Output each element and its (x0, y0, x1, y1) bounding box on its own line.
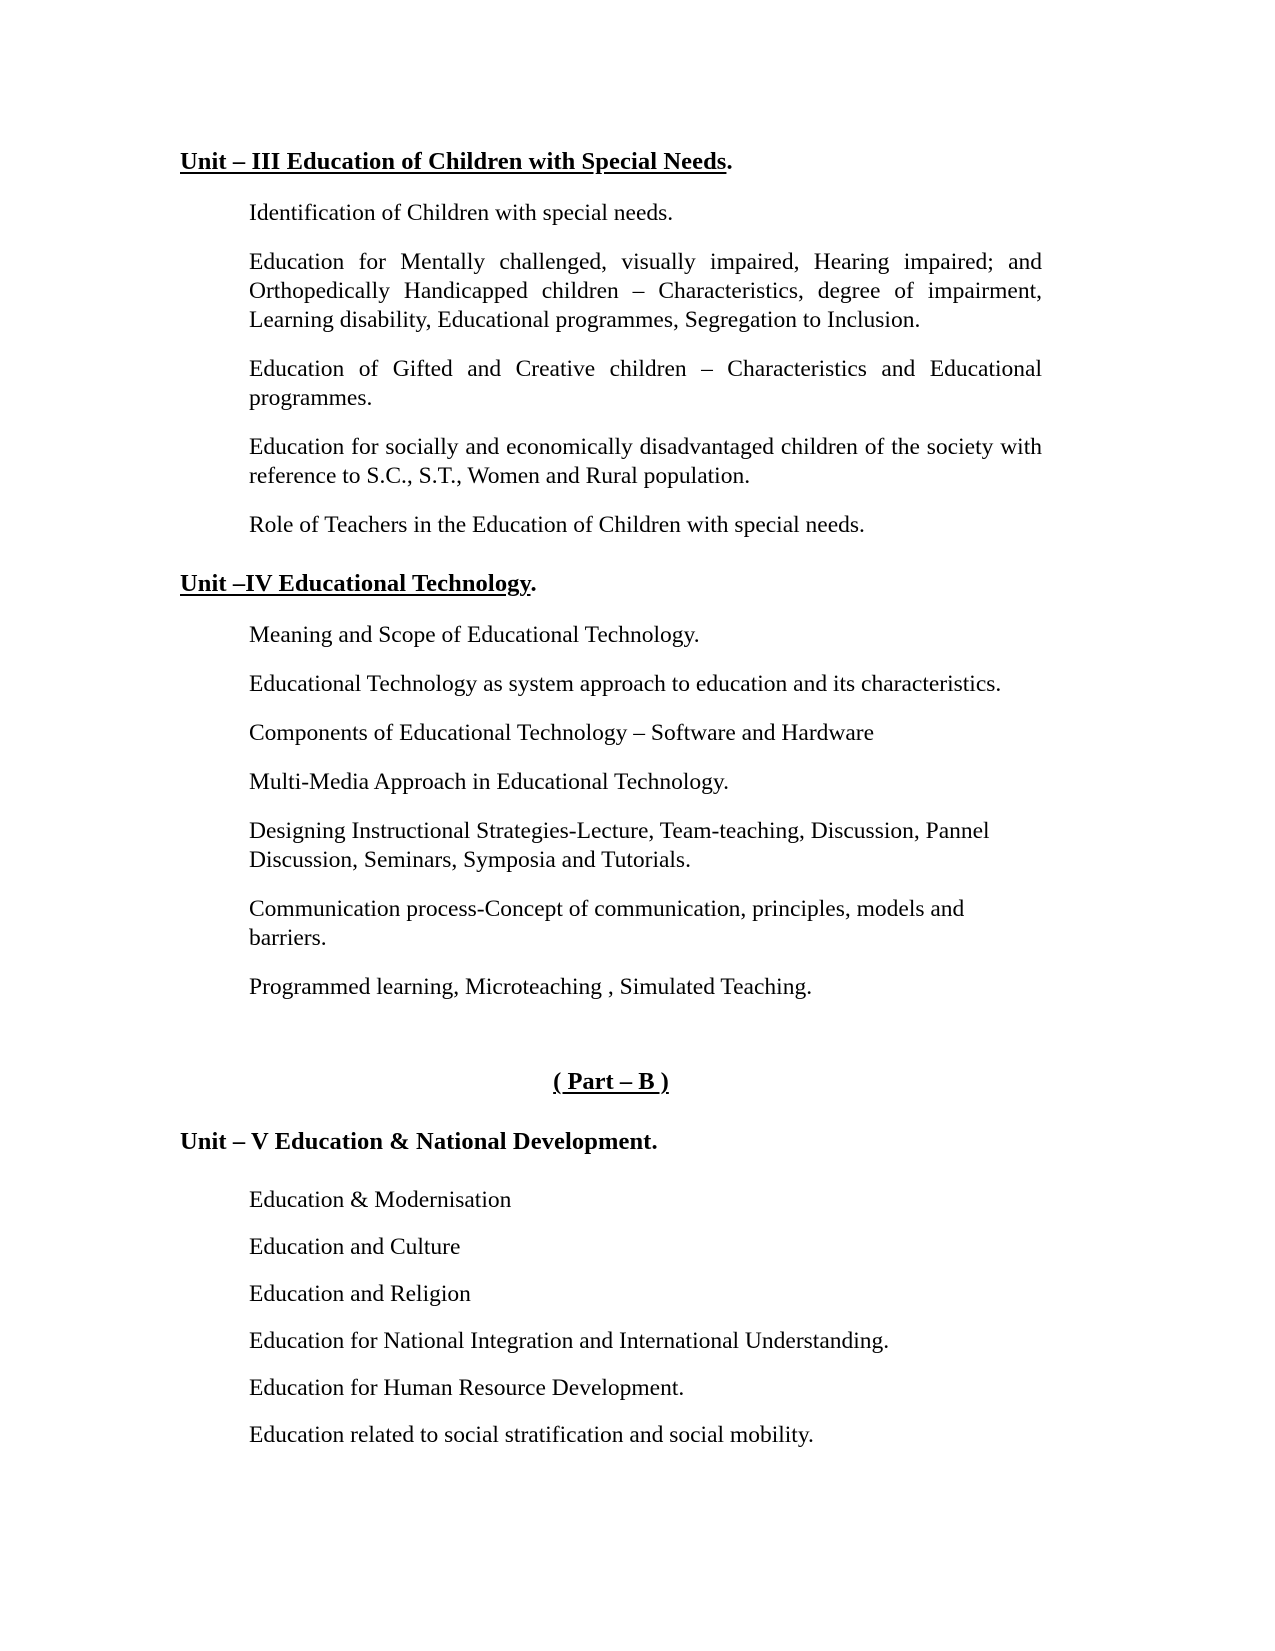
unit-heading-iv-period: . (530, 570, 537, 598)
spacer (180, 177, 1042, 199)
part-b-label: ( Part – B ) (553, 1068, 669, 1096)
unit-v-list-item: Education & Modernisation (249, 1187, 512, 1213)
unit-v-list-item: Education for Human Resource Development. (249, 1375, 685, 1402)
unit-iv-paragraph-4: Multi-Media Approach in Educational Technology. (249, 769, 729, 795)
unit-heading-iii-underlined-text: Unit – III Education of Children with Special Needs (180, 148, 727, 175)
unit-heading-v (180, 1128, 1042, 1157)
unit-heading-iv-underlined-text: Unit –IV Educational Technology (180, 570, 531, 598)
unit-heading-v-text: Unit – V Education & National Development. (180, 1128, 658, 1156)
unit-iii-paragraph-1: Identification of Children with special needs. (249, 199, 674, 226)
unit-v-item-list (249, 1186, 1042, 1450)
unit-iv-body (249, 621, 1042, 1002)
unit-iii-paragraph-5: Role of Teachers in the Education of Children with special needs. (249, 512, 865, 539)
document-content (180, 148, 1042, 1450)
unit-iv-paragraph-2: Educational Technology as system approach to education and its characteristics. (249, 670, 1002, 697)
unit-iv-paragraph-6: Communication process-Concept of communication, principles, models and barriers. (249, 896, 965, 952)
spacer (180, 540, 1042, 570)
unit-heading-iii (180, 148, 1042, 177)
unit-heading-iii-period: . (726, 148, 733, 175)
unit-v-section (180, 1128, 1042, 1450)
unit-iv-paragraph-7: Programmed learning, Microteaching , Simulated Teaching. (249, 974, 813, 1001)
unit-iii-body (249, 199, 1042, 540)
unit-iii-paragraph-3: Education of Gifted and Creative children – Characteristics and Educational programmes. (249, 355, 1042, 411)
unit-iv-paragraph-1: Meaning and Scope of Educational Technology. (249, 621, 700, 648)
unit-v-list-item: Education for National Integration and International Understanding. (249, 1328, 890, 1355)
unit-v-list-item: Education and Culture (249, 1234, 461, 1261)
unit-v-list-item: Education and Religion (249, 1281, 471, 1308)
unit-iii-paragraph-4: Education for socially and economically disadvantaged children of the society with reference to S.C., S.T., Women and Rural population. (249, 434, 1042, 490)
spacer (180, 599, 1042, 621)
unit-iv-paragraph-5: Designing Instructional Strategies-Lecture, Team-teaching, Discussion, Pannel Discussion, Seminars, Symposia and Tutorials. (249, 818, 990, 874)
unit-v-list-item: Education related to social stratification and social mobility. (249, 1422, 814, 1449)
unit-heading-iv (180, 570, 1042, 599)
unit-iv-paragraph-3: Components of Educational Technology – Software and Hardware (249, 719, 875, 746)
unit-iii-paragraph-2: Education for Mentally challenged, visually impaired, Hearing impaired; and Orthopedically Handicapped children – Characteristics, degree of impairment, Learning disability, Educational programmes, Segregation to Inclusion. (249, 248, 1042, 333)
part-b-divider (180, 1068, 1042, 1096)
